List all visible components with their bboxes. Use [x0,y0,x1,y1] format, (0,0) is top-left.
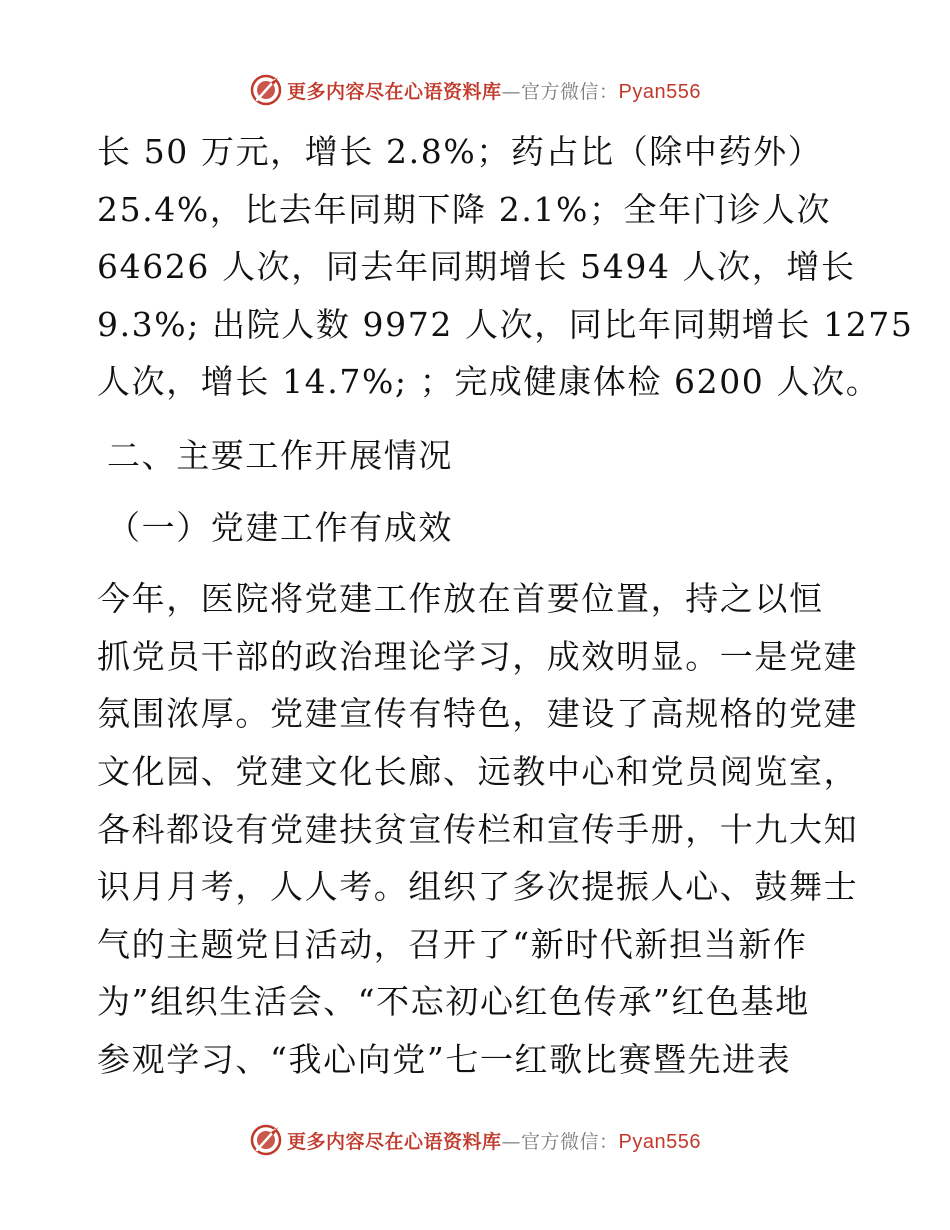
text-line: 气的主题党日活动，召开了“新时代新担当新作 [97,924,808,964]
watermark-header [0,70,950,110]
text-line: 64626 人次，同去年同期增长 5494 人次，增长 [97,247,856,287]
quill-logo-icon [249,73,283,107]
quill-logo-icon [249,1123,283,1157]
text-line: 文化园、党建文化长廊、远教中心和党员阅览室， [97,751,859,791]
watermark-wechat-id: Pyan556 [618,80,701,103]
text-line: 25.4%，比去年同期下降 2.1%；全年门诊人次 [97,189,832,229]
text-line: 识月月考，人人考。组织了多次提振人心、鼓舞士 [97,867,859,907]
text-line: 抓党员干部的政治理论学习，成效明显。一是党建 [97,636,859,676]
text-line: 为”组织生活会、“不忘初心红色传承”红色基地 [97,982,810,1022]
watermark-label: 官方微信： [521,1130,619,1153]
watermark-text [287,77,701,104]
text-line: 各科都设有党建扶贫宣传栏和宣传手册，十九大知 [97,809,859,849]
watermark-brand: 更多内容尽在心语资料库 [287,1130,502,1153]
section-heading: 二、主要工作开展情况 [107,435,453,475]
subsection-heading: （一）党建工作有成效 [107,507,453,547]
text-line: 参观学习、“我心向党”七一红歌比赛暨先进表 [97,1039,792,1079]
watermark-footer [0,1120,950,1160]
watermark-label: 官方微信： [521,80,619,103]
watermark-separator: — [501,1130,522,1153]
text-line: 人次，增长 14.7%; ；完成健康体检 6200 人次。 [97,362,881,402]
text-line: 今年，医院将党建工作放在首要位置，持之以恒 [97,579,824,619]
watermark-brand: 更多内容尽在心语资料库 [287,80,502,103]
watermark-wechat-id: Pyan556 [618,1130,701,1153]
text-line: 长 50 万元，增长 2.8%；药占比（除中药外） [97,132,823,171]
watermark-text [287,1127,701,1154]
text-line: 9.3%; 出院人数 9972 人次，同比年同期增长 1275 [97,304,914,344]
text-line: 氛围浓厚。党建宣传有特色，建设了高规格的党建 [97,694,859,734]
watermark-separator: — [501,80,522,103]
document-body [97,123,914,1089]
